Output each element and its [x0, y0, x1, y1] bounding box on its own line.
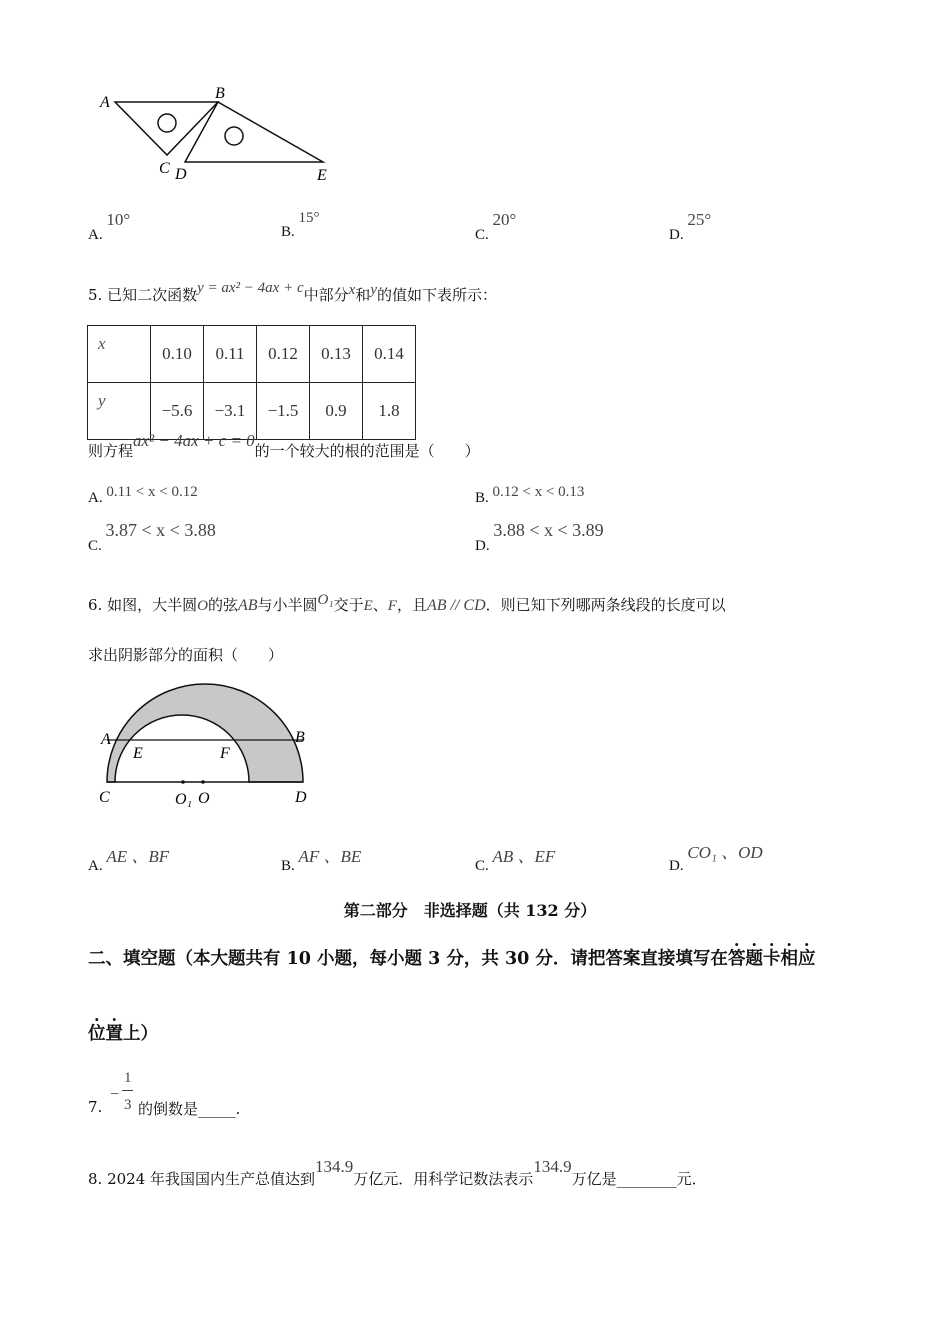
q5-option-a[interactable]: A. 0.11 < x < 0.12 [88, 484, 198, 506]
q5-option-c[interactable]: C. 3.87 < x < 3.88 [88, 520, 216, 554]
q4-option-a[interactable]: A. 10° [88, 210, 131, 243]
q6-option-d[interactable]: D. CO₁ 、OD [669, 843, 763, 874]
q6-stem-line1: 6. 如图，大半圆O的弦AB与小半圆O₁交于E、F，且AB // CD．则已知下列哪两条线段的长度可以 [88, 592, 726, 614]
q4-option-d[interactable]: D. 25° [669, 210, 712, 243]
table-header-y: y [88, 383, 151, 440]
q6-stem-line2: 求出阴影部分的面积（ ） [88, 646, 284, 664]
section-heading-cont: 位置上） [88, 1024, 158, 1044]
table-cell: 0.9 [310, 383, 363, 440]
triangle-figure [95, 80, 340, 190]
table-cell: −3.1 [204, 383, 257, 440]
label-O: O [198, 790, 210, 807]
part2-heading: 第二部分 非选择题（共 132 分） [343, 901, 597, 920]
table-cell: −1.5 [257, 383, 310, 440]
label-B: B [295, 729, 305, 746]
label-A: A [100, 94, 110, 111]
q6-option-a[interactable]: A. AE 、BF [88, 847, 170, 874]
table-cell: 0.13 [310, 326, 363, 383]
q6-option-b[interactable]: B. AF 、BE [281, 847, 362, 874]
label-E: E [317, 167, 327, 184]
label-A: A [101, 731, 111, 748]
q5-option-b[interactable]: B. 0.12 < x < 0.13 [475, 484, 585, 506]
q8: 8. 2024 年我国国内生产总值达到134.9万亿元．用科学记数法表示134.9万亿是________元． [88, 1157, 707, 1188]
section-heading: 二、填空题（本大题共有 10 小题，每小题 3 分，共 30 分．请把答案直接填写在答题卡相应 [88, 949, 816, 969]
label-E: E [133, 745, 143, 762]
label-D: D [175, 166, 187, 183]
table-cell: 0.11 [204, 326, 257, 383]
q5-question: 则方程ax² − 4ax + c = 0的一个较大的根的范围是（ ） [88, 431, 480, 460]
q5-option-d[interactable]: D. 3.88 < x < 3.89 [475, 520, 604, 554]
table-cell: 0.14 [363, 326, 416, 383]
table-cell: 1.8 [363, 383, 416, 440]
label-C: C [159, 160, 170, 177]
q4-option-c[interactable]: C. 20° [475, 210, 517, 243]
label-C: C [99, 789, 110, 806]
table-cell: 0.10 [151, 326, 204, 383]
table-row [88, 326, 416, 383]
label-D: D [295, 789, 307, 806]
q5-value-table [87, 325, 416, 440]
label-O1: O₁ [175, 791, 193, 808]
table-cell: −5.6 [151, 383, 204, 440]
q4-option-b[interactable]: B. 15° [281, 210, 320, 240]
label-B: B [215, 85, 225, 102]
semicircle-figure [95, 678, 320, 813]
q6-option-c[interactable]: C. AB 、EF [475, 847, 556, 874]
q5-stem: 5. 已知二次函数y = ax² − 4ax + c中部分x和y的值如下表所示： [88, 280, 497, 304]
table-header-x: x [88, 326, 151, 383]
label-F: F [220, 745, 230, 762]
table-cell: 0.12 [257, 326, 310, 383]
